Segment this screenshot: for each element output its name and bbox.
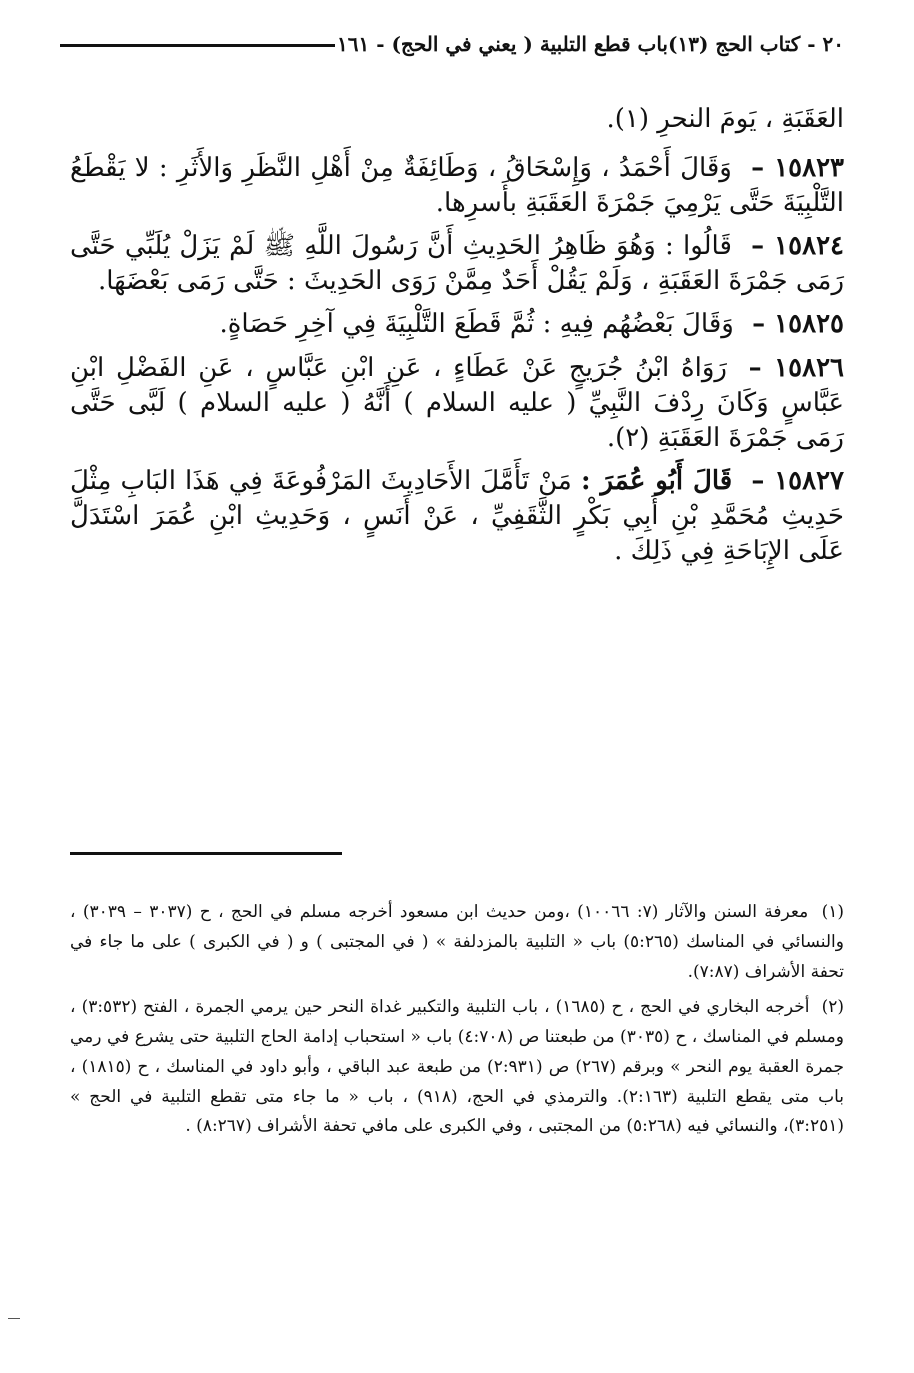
paragraph-number: ١٥٨٢٧ –	[751, 465, 845, 496]
paragraph-15827	[70, 464, 844, 569]
paragraph-number: ١٥٨٢٤ –	[751, 231, 844, 262]
paragraph-15824	[70, 229, 844, 299]
paragraph-15826	[70, 351, 844, 456]
footnote-2	[70, 993, 844, 1142]
paragraph-15823	[70, 151, 844, 221]
footnote-mark: (١)	[821, 902, 844, 922]
paragraph-text: رَوَاهُ ابْنُ جُرَيجٍ عَنْ عَطَاءٍ ، عَنِ ابْنِ عَبَّاسٍ ، عَنِ الفَضْلِ ابْنِ عَبَّاسٍ وَكَانَ رِدْفَ النَّبِيِّ ( عليه السلام ) أَنَّهُ ( عليه السلام ) لَبَّى حَتَّى رَمَى جَمْرَةَ العَقَبَةِ (٢).	[70, 352, 844, 453]
footnote-separator	[70, 852, 342, 855]
header-title: ٢٠ - كتاب الحج (١٣)باب قطع التلبية ( يعني في الحج) - ١٦١	[337, 32, 844, 56]
footnote-text: معرفة السنن والآثار (٧: ١٠٠٦٦) ،ومن حديث ابن مسعود أخرجه مسلم في الحج ، ح (٣٠٣٧ – ٣٠٣٩) ، والنسائي في المناسك (٥:٢٦٥) باب « التلبية بالمزدلفة » ( في المجتبى ) و ( في الكبرى ) على ما جاء في تحفة الأشراف (٧:٨٧).	[70, 902, 844, 982]
paragraph-text: وَقَالَ بَعْضُهُم فِيهِ : ثُمَّ قَطَعَ التَّلْبِيَةَ فِي آخِرِ حَصَاةٍ.	[219, 309, 734, 340]
paragraph-number: ١٥٨٢٦ –	[748, 352, 844, 383]
paragraph-text: وَقَالَ أَحْمَدُ ، وَإِسْحَاقُ ، وَطَائِفَةٌ مِنْ أَهْلِ النَّظَرِ وَالأَثَرِ : لا يَقْطَعُ التَّلْبِيَةَ حَتَّى يَرْمِيَ جَمْرَةَ العَقَبَةِ بأَسرِها.	[70, 153, 844, 219]
paragraph-speaker: قَالَ أَبُو عُمَرَ :	[580, 465, 733, 496]
scan-edge-mark	[8, 1318, 20, 1319]
main-text	[70, 102, 844, 577]
paragraph-text: العَقَبَةِ ، يَومَ النحرِ (١).	[606, 104, 844, 134]
footnotes	[70, 898, 844, 1148]
footnote-mark: (٢)	[821, 997, 845, 1018]
paragraph-continuation	[70, 102, 844, 137]
paragraph-15825	[70, 307, 844, 342]
header-rule	[60, 44, 335, 47]
footnote-1	[70, 898, 844, 987]
footnote-text: أخرجه البخاري في الحج ، ح (١٦٨٥) ، باب التلبية والتكبير غداة النحر حين يرمي الجمرة ، الفتح (٣:٥٣٢) ، ومسلم في المناسك ، ح (٣٠٣٥) من طبعتنا ص (٤:٧٠٨) باب « استحباب إدامة الحاج التلبية حتى يشرع في رمي جمرة العقبة يوم النحر » وبرقم (٢٦٧) ص (٢:٩٣١) من طبعة عبد الباقي ، وأبو داود في المناسك ، ح (١٨١٥) ، باب متى يقطع التلبية (٢:١٦٣). والترمذي في الحج، (٩١٨) ، باب « ما جاء متى تقطع التلبية في الحج » (٣:٢٥١)، والنسائي فيه (٥:٢٦٨) من المجتبى ، وفي الكبرى على مافي تحفة الأشراف (٨:٢٦٧) .	[70, 997, 845, 1137]
paragraph-text: مَنْ تَأَمَّلَ الأَحَادِيثَ المَرْفُوعَةَ فِي هَذَا البَابِ مِثْلَ حَدِيثِ مُحَمَّدِ بْنِ أَبِي بَكْرٍ الثَّقَفِيِّ ، عَنْ أَنَسٍ ، وَحَدِيثِ ابْنِ عُمَرَ اسْتَدَلَّ عَلَى الإِبَاحَةِ فِي ذَلِكَ .	[70, 465, 844, 567]
paragraph-text: قَالُوا : وَهُوَ ظَاهِرُ الحَدِيثِ أَنَّ رَسُولَ اللَّهِ ﷺ لَمْ يَزَلْ يُلَبِّي حَتَّى رَمَى جَمْرَةَ العَقَبَةِ ، وَلَمْ يَقُلْ أَحَدٌ مِمَّنْ رَوَى الحَدِيثَ : حَتَّى رَمَى بَعْضَهَا.	[70, 231, 844, 297]
paragraph-number: ١٥٨٢٣ –	[751, 153, 845, 184]
paragraph-number: ١٥٨٢٥ –	[752, 309, 844, 340]
running-header	[60, 26, 844, 66]
